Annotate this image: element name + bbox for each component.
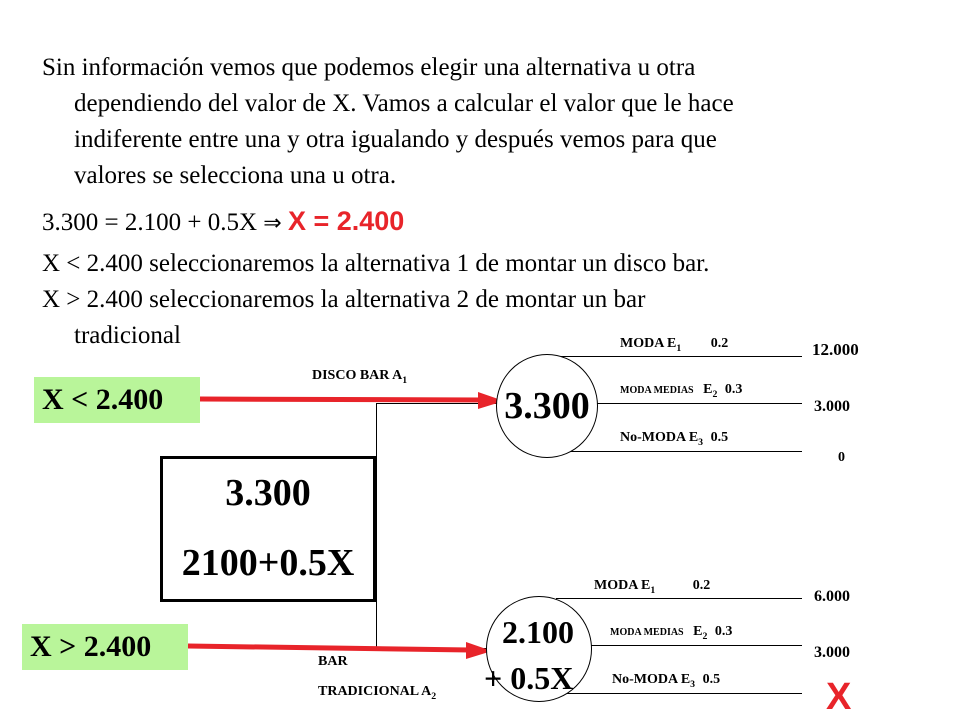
rule-line-1: X < 2.400 seleccionaremos la alternativa 1 de montar un disco bar.: [42, 250, 710, 277]
node1-branch-2-payoff: 3.000: [814, 398, 850, 415]
chance-node-2-value-2: + 0.5X: [484, 660, 574, 696]
alt-a1-label: DISCO BAR $A_1$: [312, 368, 408, 386]
node2-branch-2-label: MODA MEDIAS $E_2$ 0.3: [610, 624, 733, 642]
rule-2-text-cont: tradicional: [74, 322, 181, 349]
node2-branch-1-payoff: 6.000: [814, 588, 850, 605]
intro-line-3: indiferente entre una y otra igualando y después vemos para que: [74, 126, 717, 153]
node2-branch-3: [556, 693, 802, 694]
node2-branch-1: [556, 598, 802, 599]
alt-a2-label-top: BAR: [318, 654, 348, 669]
rule-2-text: X > 2.400 seleccionaremos la alternativa 2 de montar un bar: [42, 286, 646, 313]
node2-branch-3-payoff: X: [826, 676, 852, 718]
node1-branch-1-payoff: 12.000: [812, 340, 859, 359]
intro-line-2: dependiendo del valor de X. Vamos a calcular el valor que le hace: [74, 90, 734, 117]
node1-branch-3-label: No-MODA $E_3$ 0.5: [620, 430, 729, 448]
node1-branch-3-payoff: 0: [838, 450, 845, 465]
node1-branch-2: [588, 403, 802, 404]
node1-branch-2-label: MODA MEDIAS $E_2$ 0.3: [620, 382, 743, 400]
decision-value-a1: 3.300: [225, 472, 311, 514]
rule-line-2: [42, 282, 645, 354]
implies-arrow: ⇒: [263, 211, 282, 236]
alt-a2-label-bottom: TRADICIONAL $A_2$: [318, 684, 437, 702]
equation-line: [42, 203, 404, 242]
intro-line-4: valores se selecciona una u otra.: [74, 162, 397, 189]
arrow-a1: [198, 384, 510, 414]
node2-branch-3-label: No-MODA $E_3$ 0.5: [612, 672, 721, 690]
tag-x-greater: X > 2.400: [22, 624, 188, 670]
node2-branch-2-payoff: 3.000: [814, 644, 850, 661]
node2-branch-2: [590, 645, 802, 646]
node1-branch-3: [556, 451, 802, 452]
decision-node: [160, 456, 376, 602]
node1-branch-1: [556, 356, 802, 357]
equation-lhs: 3.300 = 2.100 + 0.5X: [42, 209, 258, 236]
chance-node-1-value: 3.300: [504, 385, 590, 427]
intro-paragraph: [42, 50, 734, 194]
decision-stem: [376, 403, 377, 648]
node1-branch-1-label: MODA $E_1$ 0.2: [620, 336, 729, 354]
equation-result: X = 2.400: [287, 206, 405, 236]
chance-node-2-value-1: 2.100: [502, 614, 574, 650]
node2-branch-1-label: MODA $E_1$ 0.2: [594, 578, 711, 596]
decision-value-a2: 2100+0.5X: [181, 542, 355, 584]
tag-x-less: X < 2.400: [34, 377, 200, 423]
intro-line-1: Sin información vemos que podemos elegir una alternativa u otra: [42, 54, 696, 81]
